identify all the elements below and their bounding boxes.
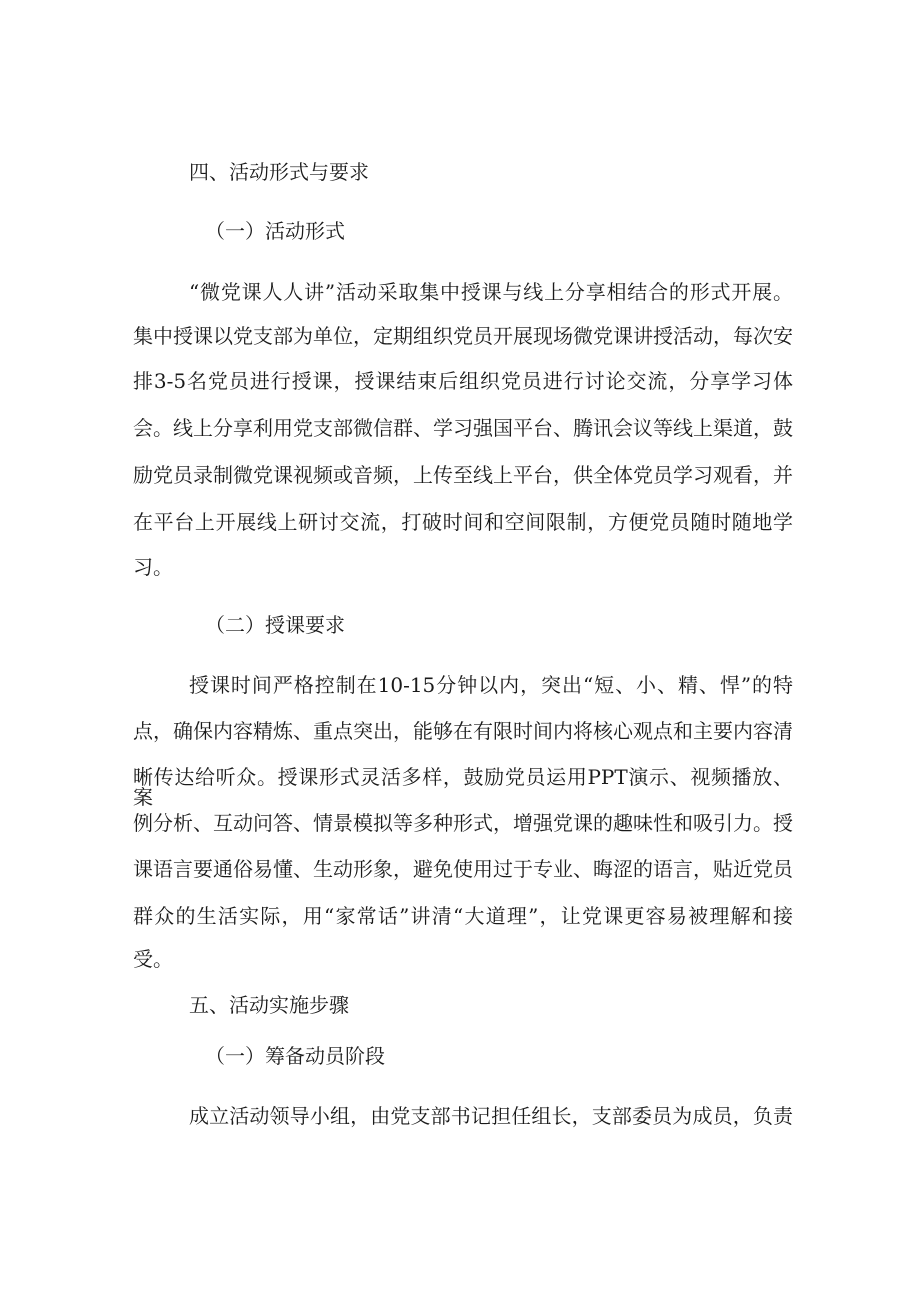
paragraph-line: 成立活动领导小组，由党支部书记担任组长，支部委员为成员，负责 [189,1104,793,1128]
paragraph-line: 例分析、互动问答、情景模拟等多种形式，增强党课的趣味性和吸引力。授 [133,811,793,835]
subsection-heading: （一）筹备动员阶段 [205,1044,385,1068]
paragraph-line: 励党员录制微党课视频或音频，上传至线上平台，供全体党员学习观看，并 [133,463,793,487]
paragraph-line: 会。线上分享利用党支部微信群、学习强国平台、腾讯会议等线上渠道，鼓 [133,416,793,440]
paragraph-line: 受。 [133,947,173,971]
paragraph-line: 排3-5名党员进行授课，授课结束后组织党员进行讨论交流，分享学习体 [133,369,793,393]
paragraph-line: 在平台上开展线上研讨交流，打破时间和空间限制，方便党员随时随地学 [133,510,793,534]
paragraph-line: 习。 [133,555,173,579]
paragraph-line: 点，确保内容精炼、重点突出，能够在有限时间内将核心观点和主要内容清 [133,719,793,743]
paragraph-line: 授课时间严格控制在10-15分钟以内，突出“短、小、精、悍”的特 [189,673,793,697]
paragraph-line: “微党课人人讲”活动采取集中授课与线上分享相结合的形式开展。 [189,280,793,304]
section-heading: 五、活动实施步骤 [189,993,349,1017]
subsection-heading: （二）授课要求 [205,613,345,637]
section-heading: 四、活动形式与要求 [189,160,369,184]
paragraph-line: 晰传达给听众。授课形式灵活多样，鼓励党员运用PPT演示、视频播放、案 [133,765,793,809]
subsection-heading: （一）活动形式 [205,219,345,243]
paragraph-line: 集中授课以党支部为单位，定期组织党员开展现场微党课讲授活动，每次安 [133,324,793,348]
paragraph-line: 课语言要通俗易懂、生动形象，避免使用过于专业、晦涩的语言，贴近党员 [133,857,793,881]
paragraph-line: 群众的生活实际，用“家常话”讲清“大道理”，让党课更容易被理解和接 [133,904,793,928]
